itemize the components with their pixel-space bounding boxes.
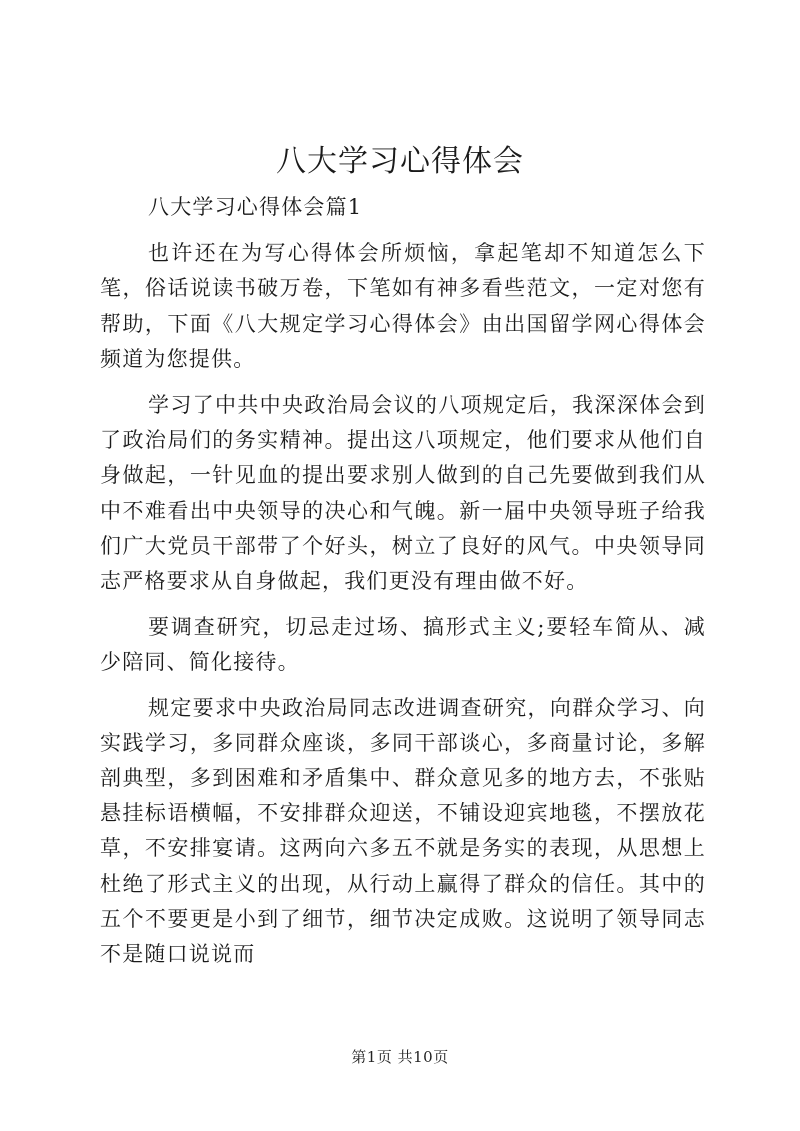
paragraph-intro: 也许还在为写心得体会所烦恼，拿起笔却不知道怎么下笔，俗话说读书破万卷，下笔如有神多看些范文，一定对您有帮助，下面《八大规定学习心得体会》由出国留学网心得体会频道为您提供。 xyxy=(100,241,706,371)
document-title: 八大学习心得体会 xyxy=(276,144,524,179)
page-footer: 第1页 共10页 xyxy=(351,1048,449,1066)
section-heading: 八大学习心得体会篇1 xyxy=(148,195,363,219)
paragraph-eight-rules: 学习了中共中央政治局会议的八项规定后，我深深体会到了政治局们的务实精神。提出这八项规定，他们要求从他们自身做起，一针见血的提出要求别人做到的自己先要做到我们从中不难看出中央领导的决心和气魄。新一届中央领导班子给我们广大党员干部带了个好头，树立了良好的风气。中央领导同志严格要求从自身做起，我们更没有理由做不好。 xyxy=(100,393,706,594)
document-body xyxy=(100,190,706,983)
paragraph-investigation: 要调查研究，切忌走过场、搞形式主义;要轻车简从、减少陪同、简化接待。 xyxy=(100,615,706,675)
paragraph-requirements: 规定要求中央政治局同志改进调查研究，向群众学习、向实践学习，多同群众座谈，多同干部谈心，多商量讨论，多解剖典型，多到困难和矛盾集中、群众意见多的地方去，不张贴悬挂标语横幅，不安排群众迎送，不铺设迎宾地毯，不摆放花草，不安排宴请。这两向六多五不就是务实的表现，从思想上杜绝了形式主义的出现，从行动上赢得了群众的信任。其中的五个不要更是小到了细节，细节决定成败。这说明了领导同志不是随口说说而 xyxy=(100,695,706,967)
